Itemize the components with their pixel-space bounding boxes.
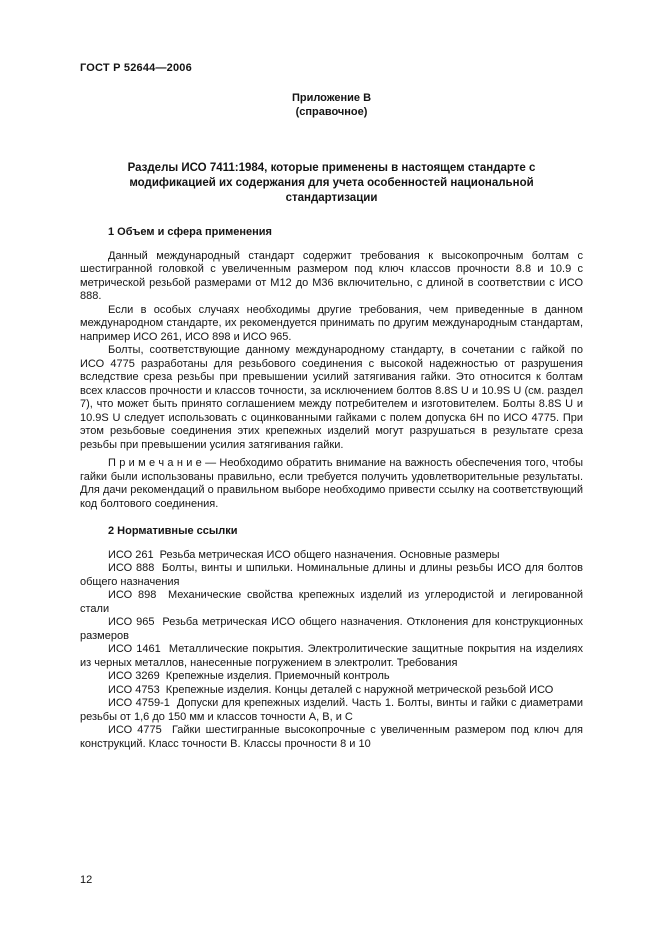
- reference-item: ИСО 898 Механические свойства крепежных изделий из углеродистой и легированной стали: [80, 589, 583, 615]
- appendix-label: Приложение В: [291, 92, 372, 104]
- reference-item: ИСО 4753 Крепежные изделия. Концы деталей с наружной метрической резьбой ИСО: [108, 683, 554, 696]
- reference-item: ИСО 3269 Крепежные изделия. Приемочный контроль: [108, 670, 390, 682]
- page-number: 12: [80, 874, 93, 886]
- reference-item: ИСО 1461 Металлические покрытия. Электролитические защитные покрытия на изделиях из черных металлов, нанесенные погружением в электролит. Требования: [80, 643, 583, 669]
- paragraph-scope-1: Данный международный стандарт содержит требования к высокопрочным болтам с шестигранной головкой с увеличенным размером под ключ классов прочности 8.8 и 10.9 с метрической резьбой размерами от М12 до М36 включительно, с длиной в соответствии с ИСО 888.: [80, 249, 583, 302]
- paragraph-scope-3: Болты, соответствующие данному международному стандарту, в сочетании с гайкой по ИСО 4775 разработаны для резьбового соединения с высокой надежностью от разрушения вследствие среза резьбы при превышении усилий затягивания гайки. Это относится к болтам всех классов прочности и классов точности, за исключением болтов 8.8S U и 10.9S U (см. раздел 7), что может быть принято соглашением между потребителем и изготовителем. Болты 8.8S U и 10.9S U следует использовать с оцинкованными гайками с полем допуска 6Н по ИСО 4775. При этом резьбовые соединения этих крепежных изделий могут разрушаться в результате среза резьбы при превышении усилия затягивания гайки.: [80, 344, 583, 451]
- section-1-heading: 1 Объем и сфера применения: [108, 226, 272, 238]
- reference-item: ИСО 888 Болты, винты и шпильки. Номинальные длины и длины резьбы ИСО для болтов общего назначения: [80, 562, 583, 588]
- appendix-block: [80, 91, 583, 119]
- appendix-type-label: (справочное): [295, 106, 368, 118]
- document-number: ГОСТ Р 52644—2006: [80, 62, 192, 74]
- page-title: Разделы ИСО 7411:1984, которые применены в настоящем стандарте с модификацией их содержания для учета особенностей национальной стандартизации: [127, 162, 536, 204]
- paragraph-scope-2: Если в особых случаях необходимы другие требования, чем приведенные в данном международном стандарте, их рекомендуется принимать по другим международным стандартам, например ИСО 261, ИСО 898 и ИСО 965.: [80, 303, 583, 343]
- section-2-heading: 2 Нормативные ссылки: [108, 525, 238, 537]
- note-paragraph: П р и м е ч а н и е — Необходимо обратить внимание на важность обеспечения того, чтобы гайки были использованы правильно, если требуется получить удовлетворительные результаты. Для дачи рекомендаций о правильном выборе необходимо привести ссылку на соответствующий код болтового соединения.: [80, 457, 583, 510]
- reference-item: ИСО 4775 Гайки шестигранные высокопрочные с увеличенным размером под ключ для конструкций. Класс точности В. Классы прочности 8 и 10: [80, 724, 583, 750]
- reference-item: ИСО 4759-1 Допуски для крепежных изделий. Часть 1. Болты, винты и гайки с диаметрами резьбы от 1,6 до 150 мм и классов точности А, В, и С: [80, 697, 583, 723]
- normative-references-list: [80, 549, 583, 752]
- reference-item: ИСО 261 Резьба метрическая ИСО общего назначения. Основные размеры: [108, 548, 500, 561]
- reference-item: ИСО 965 Резьба метрическая ИСО общего назначения. Отклонения для конструкционных размеров: [80, 616, 583, 642]
